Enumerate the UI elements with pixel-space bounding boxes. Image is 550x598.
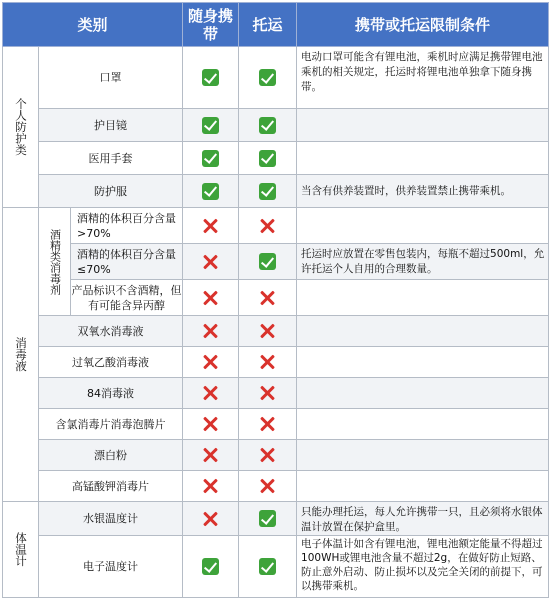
table-row [3,280,549,316]
carry-on-status [183,244,239,280]
condition-text [297,142,549,175]
checked-status [239,175,297,208]
checked-status [239,378,297,409]
cross-mark-icon [259,415,277,433]
table-row [3,208,549,244]
item-name: 电子温度计 [39,536,183,598]
table-row [3,502,549,536]
table-row [3,316,549,347]
cross-mark-icon [259,289,277,307]
header-carry-on: 随身携带 [183,3,239,47]
table-row [3,244,549,280]
carry-on-status [183,280,239,316]
header-checked: 托运 [239,3,297,47]
table-row [3,536,549,598]
condition-text [297,280,549,316]
checked-status [239,409,297,440]
check-mark-icon [259,117,276,134]
table-row [3,409,549,440]
checked-status [239,471,297,502]
condition-text [297,440,549,471]
checked-status [239,502,297,536]
cross-mark-icon [259,477,277,495]
group-alcohol-disinfectant: 酒精类消毒剂 [39,208,71,316]
condition-text: 电动口罩可能含有锂电池，乘机时应满足携带锂电池乘机的相关规定，托运时将锂电池单独拿下随身携带。 [297,47,549,109]
checked-status [239,316,297,347]
carry-on-status [183,378,239,409]
cross-mark-icon [202,510,220,528]
header-conditions: 携带或托运限制条件 [297,3,549,47]
item-name: 护目镜 [39,109,183,142]
checked-status [239,109,297,142]
cross-mark-icon [259,446,277,464]
cross-mark-icon [259,217,277,235]
condition-text: 托运时应放置在零售包装内，每瓶不超过500ml，允许托运个人自用的合理数量。 [297,244,549,280]
table-row [3,142,549,175]
item-name: 过氧乙酸消毒液 [39,347,183,378]
cross-mark-icon [202,322,220,340]
condition-text [297,109,549,142]
cross-mark-icon [202,384,220,402]
checked-status [239,280,297,316]
table-row [3,175,549,208]
group-thermometer: 体温计 [3,502,39,598]
condition-text [297,347,549,378]
item-name: 防护服 [39,175,183,208]
carry-on-status [183,471,239,502]
item-name: 水银温度计 [39,502,183,536]
item-name: 医用手套 [39,142,183,175]
carry-on-status [183,109,239,142]
check-mark-icon [202,150,219,167]
group-personal-protection: 个人防护类 [3,47,39,208]
cross-mark-icon [259,384,277,402]
check-mark-icon [202,117,219,134]
check-mark-icon [259,253,276,270]
condition-text: 只能办理托运，每人允许携带一只，且必须将水银体温计放置在保护盒里。 [297,502,549,536]
condition-text [297,208,549,244]
carry-on-status [183,47,239,109]
carry-on-status [183,502,239,536]
checked-status [239,440,297,471]
table-row [3,440,549,471]
check-mark-icon [259,183,276,200]
item-name: 高锰酸钾消毒片 [39,471,183,502]
carry-on-status [183,347,239,378]
cross-mark-icon [259,353,277,371]
checked-status [239,347,297,378]
checked-status [239,142,297,175]
checked-status [239,536,297,598]
checked-status [239,208,297,244]
table-header-row [3,3,549,47]
check-mark-icon [202,69,219,86]
table-row [3,109,549,142]
carry-on-status [183,208,239,244]
check-mark-icon [202,558,219,575]
carry-on-status [183,175,239,208]
item-name: 酒精的体积百分含量>70% [71,208,183,244]
carry-on-status [183,409,239,440]
item-name: 84消毒液 [39,378,183,409]
cross-mark-icon [202,353,220,371]
carry-on-status [183,142,239,175]
item-name: 酒精的体积百分含量≤70% [71,244,183,280]
cross-mark-icon [202,446,220,464]
cross-mark-icon [202,477,220,495]
cross-mark-icon [259,322,277,340]
condition-text [297,378,549,409]
item-name: 口罩 [39,47,183,109]
table-row [3,471,549,502]
cross-mark-icon [202,253,220,271]
header-category: 类别 [3,3,183,47]
condition-text: 电子体温计如含有锂电池，锂电池额定能量不得超过100WH或锂电池含量不超过2g，在做好防止短路、防止意外启动、防止损坏以及完全关闭的前提下，可以携带乘机。 [297,536,549,598]
check-mark-icon [202,183,219,200]
condition-text [297,316,549,347]
condition-text: 当含有供养装置时，供养装置禁止携带乘机。 [297,175,549,208]
item-name: 双氧水消毒液 [39,316,183,347]
restriction-table [2,2,549,598]
carry-on-status [183,316,239,347]
table-row [3,47,549,109]
condition-text [297,471,549,502]
check-mark-icon [259,69,276,86]
carry-on-status [183,536,239,598]
checked-status [239,47,297,109]
check-mark-icon [259,150,276,167]
checked-status [239,244,297,280]
check-mark-icon [259,510,276,527]
item-name: 漂白粉 [39,440,183,471]
group-disinfectant: 消毒液 [3,208,39,502]
check-mark-icon [259,558,276,575]
cross-mark-icon [202,415,220,433]
table-row [3,347,549,378]
cross-mark-icon [202,217,220,235]
item-name: 产品标识不含酒精，但有可能含异丙醇 [71,280,183,316]
carry-on-status [183,440,239,471]
item-name: 含氯消毒片消毒泡腾片 [39,409,183,440]
table-row [3,378,549,409]
cross-mark-icon [202,289,220,307]
condition-text [297,409,549,440]
